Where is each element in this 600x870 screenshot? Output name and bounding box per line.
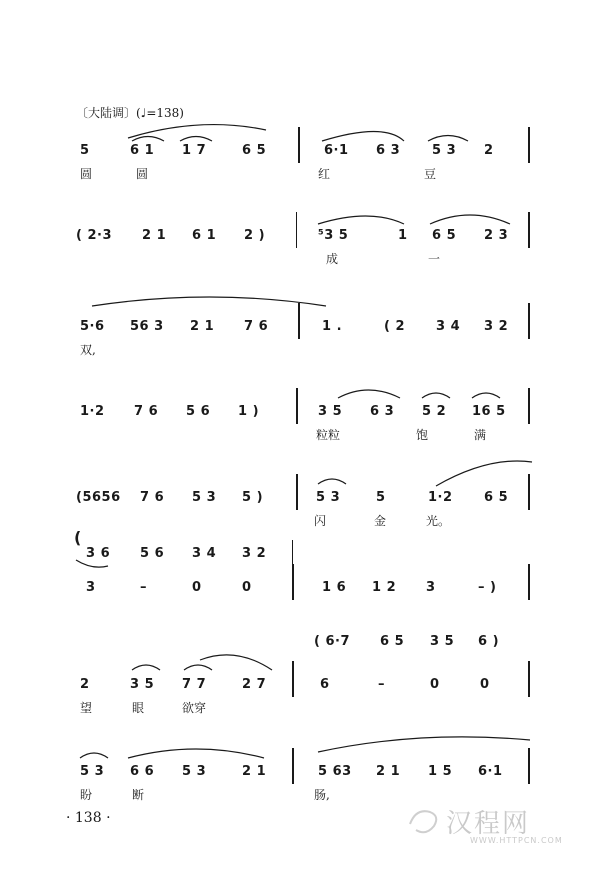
page-number: · 138 · (66, 810, 111, 826)
note-cell: 3 4 (436, 319, 461, 334)
note-cell: 3 2 (242, 546, 267, 561)
lyric: 一 (428, 252, 441, 266)
note-cell: 5 3 (316, 490, 341, 505)
lyric: 金 (374, 514, 387, 528)
bar-line (528, 388, 530, 424)
bar-line (292, 540, 293, 564)
bar-line (292, 564, 294, 600)
note-cell: 1 6 (322, 580, 347, 595)
note-cell: 2 1 (376, 764, 401, 779)
note-cell: 7 7 (182, 677, 207, 692)
note-cell: 6 ) (478, 634, 500, 649)
bar-line (528, 474, 530, 510)
note-cell: 5 3 (182, 764, 207, 779)
note-cell: 2 (484, 143, 494, 158)
note-cell: 0 (242, 580, 252, 595)
watermark-url: WWW.HTTPCN.COM (470, 836, 563, 845)
system-2 (0, 228, 600, 308)
note-cell: 5 2 (422, 404, 447, 419)
note-cell: 3 5 (130, 677, 155, 692)
bar-line (528, 748, 530, 784)
lyric: 断 (132, 788, 145, 802)
lyric: 双, (80, 343, 96, 357)
note-cell: – (140, 580, 147, 595)
note-cell: 2 (80, 677, 90, 692)
note-cell: 0 (480, 677, 490, 692)
note-cell: 5 (80, 143, 90, 158)
note-cell: 6 5 (242, 143, 267, 158)
slur (128, 125, 266, 138)
note-cell: 2 3 (484, 228, 509, 243)
note-cell: – ) (478, 580, 497, 595)
lyric: 红 (318, 167, 331, 181)
note-cell: 3 6 (86, 546, 111, 561)
note-cell: 6 5 (432, 228, 457, 243)
system-3 (0, 319, 600, 399)
note-cell: ( 6·7 (314, 634, 350, 649)
note-cell: 1·2 (428, 490, 453, 505)
system-9 (0, 677, 600, 757)
note-cell: 2 1 (142, 228, 167, 243)
note-cell: 6 6 (130, 764, 155, 779)
note-cell: 6 3 (376, 143, 401, 158)
bar-line (292, 661, 294, 697)
note-cell: 3 5 (318, 404, 343, 419)
note-cell: 1·2 (80, 404, 105, 419)
system-1 (0, 143, 600, 223)
bar-line (296, 212, 297, 248)
note-cell: 1 (398, 228, 408, 243)
slur (132, 137, 164, 142)
note-cell: 5 3 (432, 143, 457, 158)
note-cell: 6·1 (324, 143, 349, 158)
slur (428, 136, 468, 142)
lyric: 满 (474, 428, 487, 442)
lyric: 豆 (424, 167, 437, 181)
note-cell: 6 3 (370, 404, 395, 419)
slur (180, 137, 212, 142)
lyric: 光。 (426, 514, 451, 528)
bar-line (298, 303, 300, 339)
note-cell: 6 1 (192, 228, 217, 243)
lyric: 圆 (80, 167, 93, 181)
note-cell: 1 5 (428, 764, 453, 779)
note-cell: ( 2·3 (76, 228, 112, 243)
note-cell: ⁵3 5 (318, 228, 349, 243)
note-cell: 5 3 (192, 490, 217, 505)
note-cell: 2 ) (244, 228, 266, 243)
note-cell: 1 ) (238, 404, 260, 419)
note-cell: 6 (320, 677, 330, 692)
note-cell: 7 6 (244, 319, 269, 334)
bar-line (528, 564, 530, 600)
lyric: 盼 (80, 788, 93, 802)
lyric: 欲穿 (182, 701, 207, 715)
watermark-text: 汉程网 (446, 809, 531, 839)
bar-line (528, 212, 530, 248)
note-cell: 3 (86, 580, 96, 595)
bar-line (528, 303, 530, 339)
note-cell: 0 (192, 580, 202, 595)
note-cell: 5 3 (80, 764, 105, 779)
note-cell: 5 ) (242, 490, 264, 505)
note-cell: 0 (430, 677, 440, 692)
note-cell: 3 2 (484, 319, 509, 334)
bar-line (528, 661, 530, 697)
lyric: 望 (80, 701, 93, 715)
note-cell: 2 1 (242, 764, 267, 779)
note-cell: 3 5 (430, 634, 455, 649)
lyric: 肠, (314, 788, 330, 802)
system-4 (0, 404, 600, 484)
note-cell: 16 5 (472, 404, 506, 419)
lyric: 粒粒 (316, 428, 341, 442)
watermark-logo-icon (404, 802, 444, 838)
slur (322, 132, 404, 142)
bar-line (292, 748, 294, 784)
bar-line (298, 127, 300, 163)
lyric: 圆 (136, 167, 149, 181)
note-cell: 3 (426, 580, 436, 595)
note-cell: 3 4 (192, 546, 217, 561)
bar-line (528, 127, 530, 163)
note-cell: 7 6 (140, 490, 165, 505)
note-cell: 5 (376, 490, 386, 505)
note-cell: 7 6 (134, 404, 159, 419)
note-cell: 5·6 (80, 319, 105, 334)
lyric: 闪 (314, 514, 327, 528)
note-cell: 2 7 (242, 677, 267, 692)
note-cell: 1 7 (182, 143, 207, 158)
note-cell: 56 3 (130, 319, 164, 334)
note-cell: 1 . (322, 319, 343, 334)
note-cell: 6 1 (130, 143, 155, 158)
note-cell: 5 6 (140, 546, 165, 561)
lyric: 眼 (132, 701, 145, 715)
tempo-header: 〔大陆调〕(♩=138) (76, 106, 184, 120)
note-cell: 5 6 (186, 404, 211, 419)
note-cell: 5 63 (318, 764, 352, 779)
lyric: 饱 (416, 428, 429, 442)
note-cell: (5656 (76, 490, 121, 505)
lyric: 成 (326, 252, 339, 266)
note-cell: 6 5 (380, 634, 405, 649)
paren-open: ( (74, 528, 82, 547)
bar-line (296, 474, 298, 510)
note-cell: 1 2 (372, 580, 397, 595)
bar-line (296, 388, 298, 424)
note-cell: 6 5 (484, 490, 509, 505)
note-cell: 2 1 (190, 319, 215, 334)
note-cell: ( 2 (384, 319, 406, 334)
note-cell: 6·1 (478, 764, 503, 779)
note-cell: – (378, 677, 385, 692)
